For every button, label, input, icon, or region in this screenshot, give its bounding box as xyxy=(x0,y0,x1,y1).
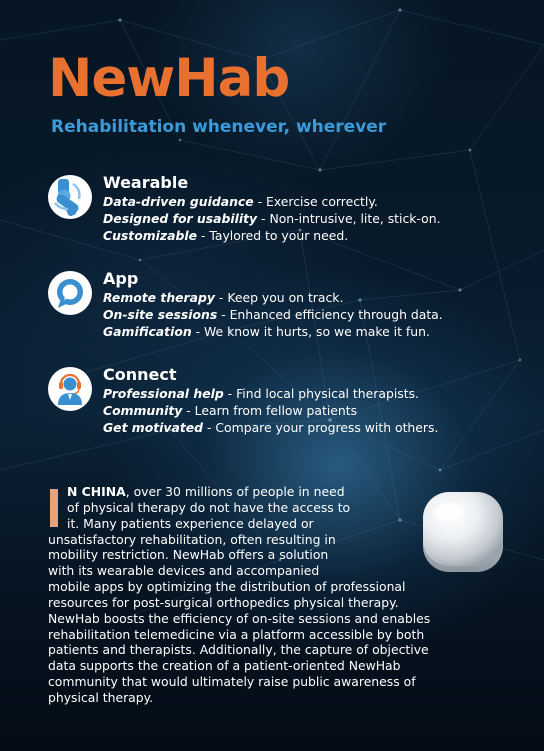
feature-line: Professional help - Find local physical therapists. xyxy=(103,386,419,401)
paragraph-line: rehabilitation telemedicine via a platform accessible by both xyxy=(48,626,425,642)
feature-line: Designed for usability - Non-intrusive, lite, stick-on. xyxy=(103,211,441,226)
paragraph-line: community that would ultimately raise public awareness of xyxy=(48,674,416,690)
section-title: Connect xyxy=(103,365,177,384)
knee-joint-icon xyxy=(48,175,92,219)
paragraph-line: N CHINA, over 30 millions of people in need xyxy=(67,484,345,499)
feature-line: Customizable - Taylored to your need. xyxy=(103,228,349,243)
feature-line: Remote therapy - Keep you on track. xyxy=(103,290,344,305)
feature-line: Data-driven guidance - Exercise correctly. xyxy=(103,194,378,209)
feature-line: Community - Learn from fellow patients xyxy=(103,403,358,418)
paragraph-line: patients and therapists. Additionally, the capture of objective xyxy=(48,642,429,658)
paragraph-line: physical therapy. xyxy=(48,689,154,705)
feature-line: Gamification - We know it hurts, so we make it fun. xyxy=(103,324,430,339)
paragraph-line: data supports the creation of a patient-oriented NewHab xyxy=(48,658,401,674)
paragraph-line: with its wearable devices and accompanied xyxy=(48,563,320,579)
section-title: App xyxy=(103,269,139,288)
paragraph-line: of physical therapy do not have the access to xyxy=(67,499,351,515)
section-title: Wearable xyxy=(103,173,189,192)
paragraph-line: NewHab boosts the efficiency of on-site sessions and enables xyxy=(48,610,431,626)
paragraph-line: mobility restriction. NewHab offers a solution xyxy=(48,547,329,563)
paragraph-line: it. Many patients experience delayed or xyxy=(67,515,314,531)
chat-bubble-icon xyxy=(48,271,92,315)
paragraph-line: resources for post-surgical orthopedics physical therapy. xyxy=(48,594,399,610)
wearable-device-photo xyxy=(417,486,509,578)
feature-line: On-site sessions - Enhanced efficiency through data. xyxy=(103,307,443,322)
support-headset-icon xyxy=(48,367,92,411)
paragraph-line: unsatisfactory rehabilitation, often resulting in xyxy=(48,531,336,547)
feature-line: Get motivated - Compare your progress with others. xyxy=(103,420,439,435)
brand-title: NewHab xyxy=(48,48,290,109)
paragraph-line: mobile apps by optimizing the distribution of professional xyxy=(48,579,406,595)
tagline: Rehabilitation whenever, wherever xyxy=(51,117,387,137)
